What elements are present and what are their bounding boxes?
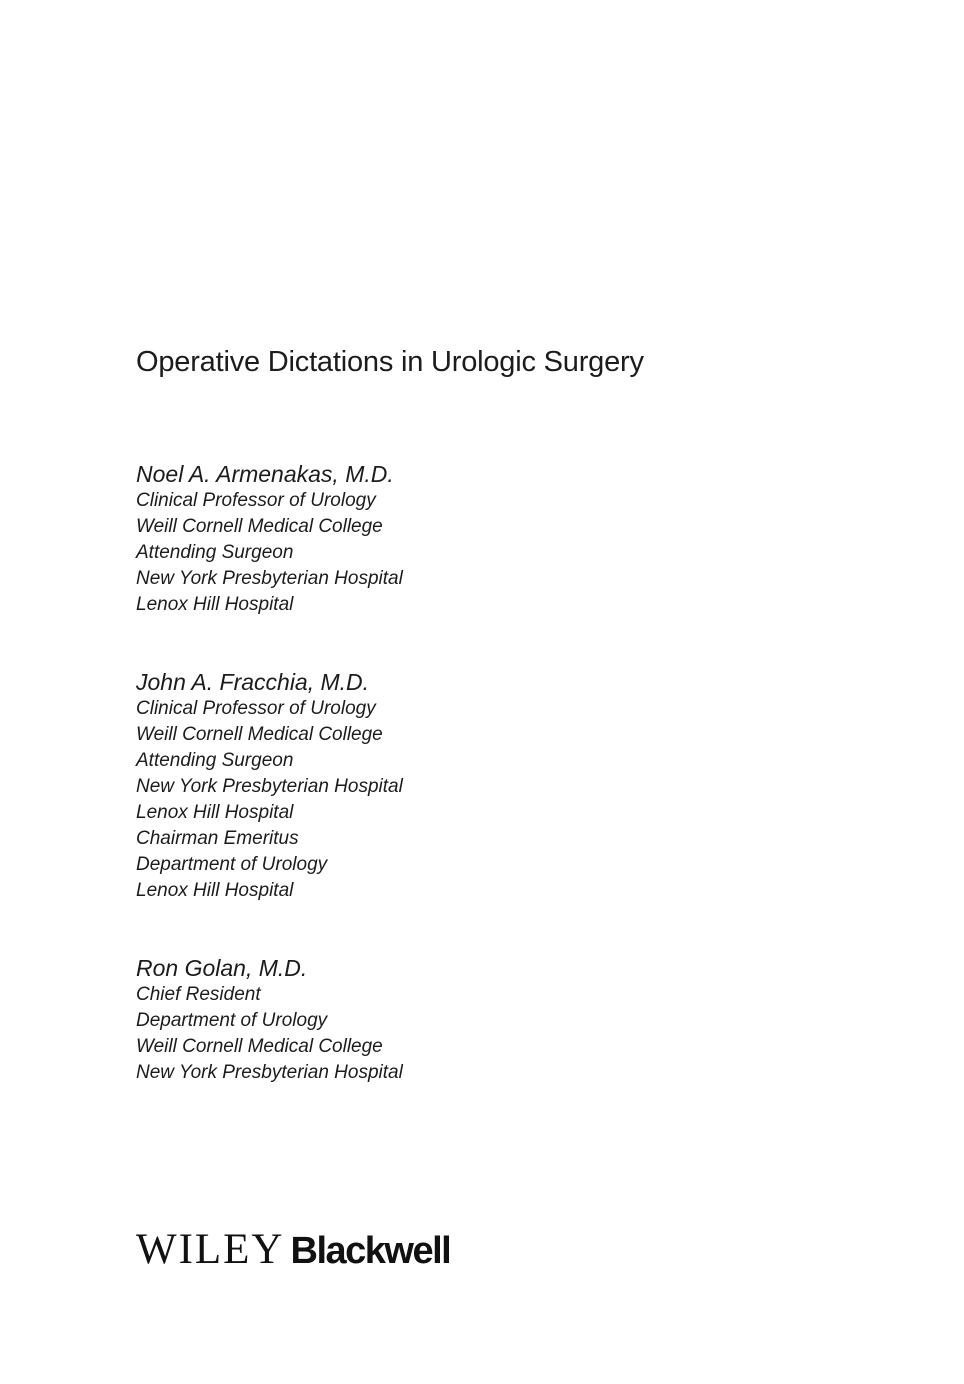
- affiliation-list: [136, 696, 403, 904]
- affiliation-line: Attending Surgeon: [136, 542, 294, 563]
- affiliation-line: New York Presbyterian Hospital: [136, 568, 403, 589]
- affiliation-line: Lenox Hill Hospital: [136, 802, 294, 823]
- affiliation-line: Department of Urology: [136, 1010, 328, 1031]
- affiliation-line: Weill Cornell Medical College: [136, 516, 383, 537]
- affiliation-line: Lenox Hill Hospital: [136, 594, 294, 615]
- publisher-wordmark-blackwell: Blackwell: [290, 1230, 451, 1272]
- affiliation-line: Chairman Emeritus: [136, 828, 299, 849]
- affiliation-line: Clinical Professor of Urology: [136, 490, 376, 511]
- affiliation-list: [136, 488, 403, 618]
- author-block-armenakas: [136, 461, 403, 618]
- author-name: Noel A. Armenakas, M.D.: [136, 461, 394, 487]
- author-block-fracchia: [136, 669, 403, 904]
- affiliation-line: New York Presbyterian Hospital: [136, 1062, 403, 1083]
- affiliation-line: Weill Cornell Medical College: [136, 724, 383, 745]
- author-name: Ron Golan, M.D.: [136, 955, 308, 981]
- publisher-logo: [136, 1226, 450, 1275]
- affiliation-line: Chief Resident: [136, 984, 261, 1005]
- author-block-golan: [136, 955, 403, 1086]
- affiliation-list: [136, 982, 403, 1086]
- publisher-wordmark-wiley: WILEY: [136, 1226, 285, 1273]
- affiliation-line: Weill Cornell Medical College: [136, 1036, 383, 1057]
- affiliation-line: Attending Surgeon: [136, 750, 294, 771]
- affiliation-line: Lenox Hill Hospital: [136, 880, 294, 901]
- affiliation-line: Clinical Professor of Urology: [136, 698, 376, 719]
- author-name: John A. Fracchia, M.D.: [136, 669, 370, 695]
- affiliation-line: Department of Urology: [136, 854, 328, 875]
- affiliation-line: New York Presbyterian Hospital: [136, 776, 403, 797]
- book-title: Operative Dictations in Urologic Surgery: [136, 346, 644, 378]
